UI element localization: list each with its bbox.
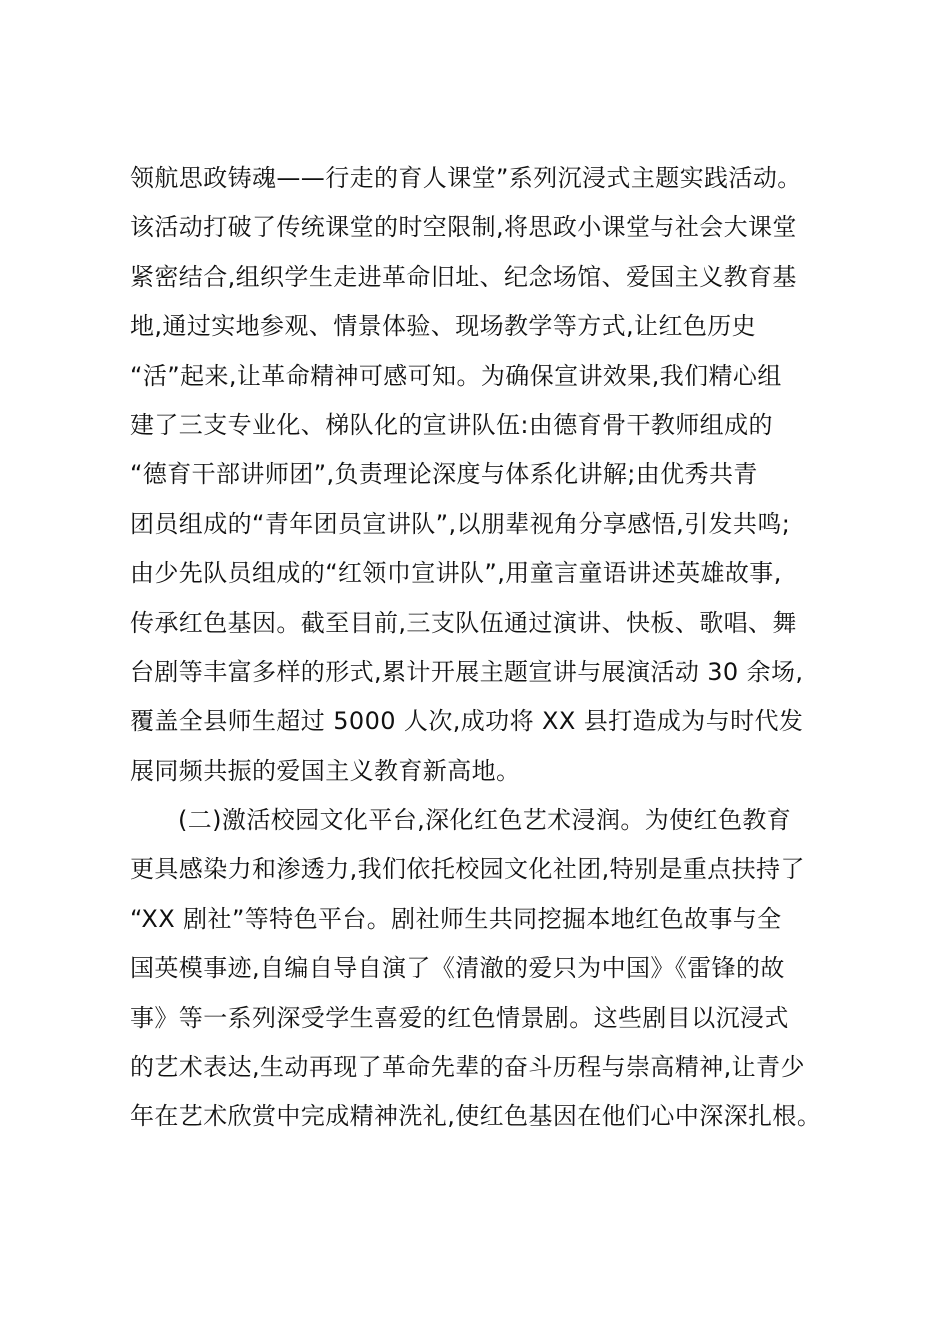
text-line: 传承红色基因。截至目前,三支队伍通过演讲、快板、歌唱、舞 [130,608,797,637]
text-line: 紧密结合,组织学生走进革命旧址、纪念场馆、爱国主义教育基 [130,262,797,291]
body-text [130,154,842,1142]
text-line: 台剧等丰富多样的形式,累计开展主题宣讲与展演活动 30 余场, [130,657,804,686]
text-line: 建了三支专业化、梯队化的宣讲队伍:由德育骨干教师组成的 [130,410,773,439]
text-line: “活”起来,让革命精神可感可知。为确保宣讲效果,我们精心组 [130,361,782,390]
text-line: 年在艺术欣赏中完成精神洗礼,使红色基因在他们心中深深扎根。 [130,1102,822,1131]
text-line: 领航思政铸魂——行走的育人课堂”系列沉浸式主题实践活动。 [130,164,802,192]
text-line: 事》等一系列深受学生喜爱的红色情景剧。这些剧目以沉浸式 [130,1003,789,1032]
text-line: 覆盖全县师生超过 5000 人次,成功将 XX 县打造成为与时代发 [130,707,804,736]
text-line: 更具感染力和渗透力,我们依托校园文化社团,特别是重点扶持了 [130,855,805,884]
text-line: 该活动打破了传统课堂的时空限制,将思政小课堂与社会大课堂 [130,213,797,242]
text-line: “德育干部讲师团”,负责理论深度与体系化讲解;由优秀共青 [130,460,758,489]
text-line: 地,通过实地参观、情景体验、现场教学等方式,让红色历史 [130,312,757,341]
section-heading-line: (二)激活校园文化平台,深化红色艺术浸润。为使红色教育 [178,806,792,835]
text-line: 的艺术表达,生动再现了革命先辈的奋斗历程与崇高精神,让青少 [130,1053,805,1082]
text-line: 团员组成的“青年团员宣讲队”,以朋辈视角分享感悟,引发共鸣; [130,509,791,538]
text-line: 由少先队员组成的“红领巾宣讲队”,用童言童语讲述英雄故事, [130,559,782,588]
text-line: 展同频共振的爱国主义教育新高地。 [130,756,521,785]
text-line: “XX 剧社”等特色平台。剧社师生共同挖掘本地红色故事与全 [130,904,782,933]
text-line: 国英模事迹,自编自导自演了《清澈的爱只为中国》《雷锋的故 [130,954,785,983]
